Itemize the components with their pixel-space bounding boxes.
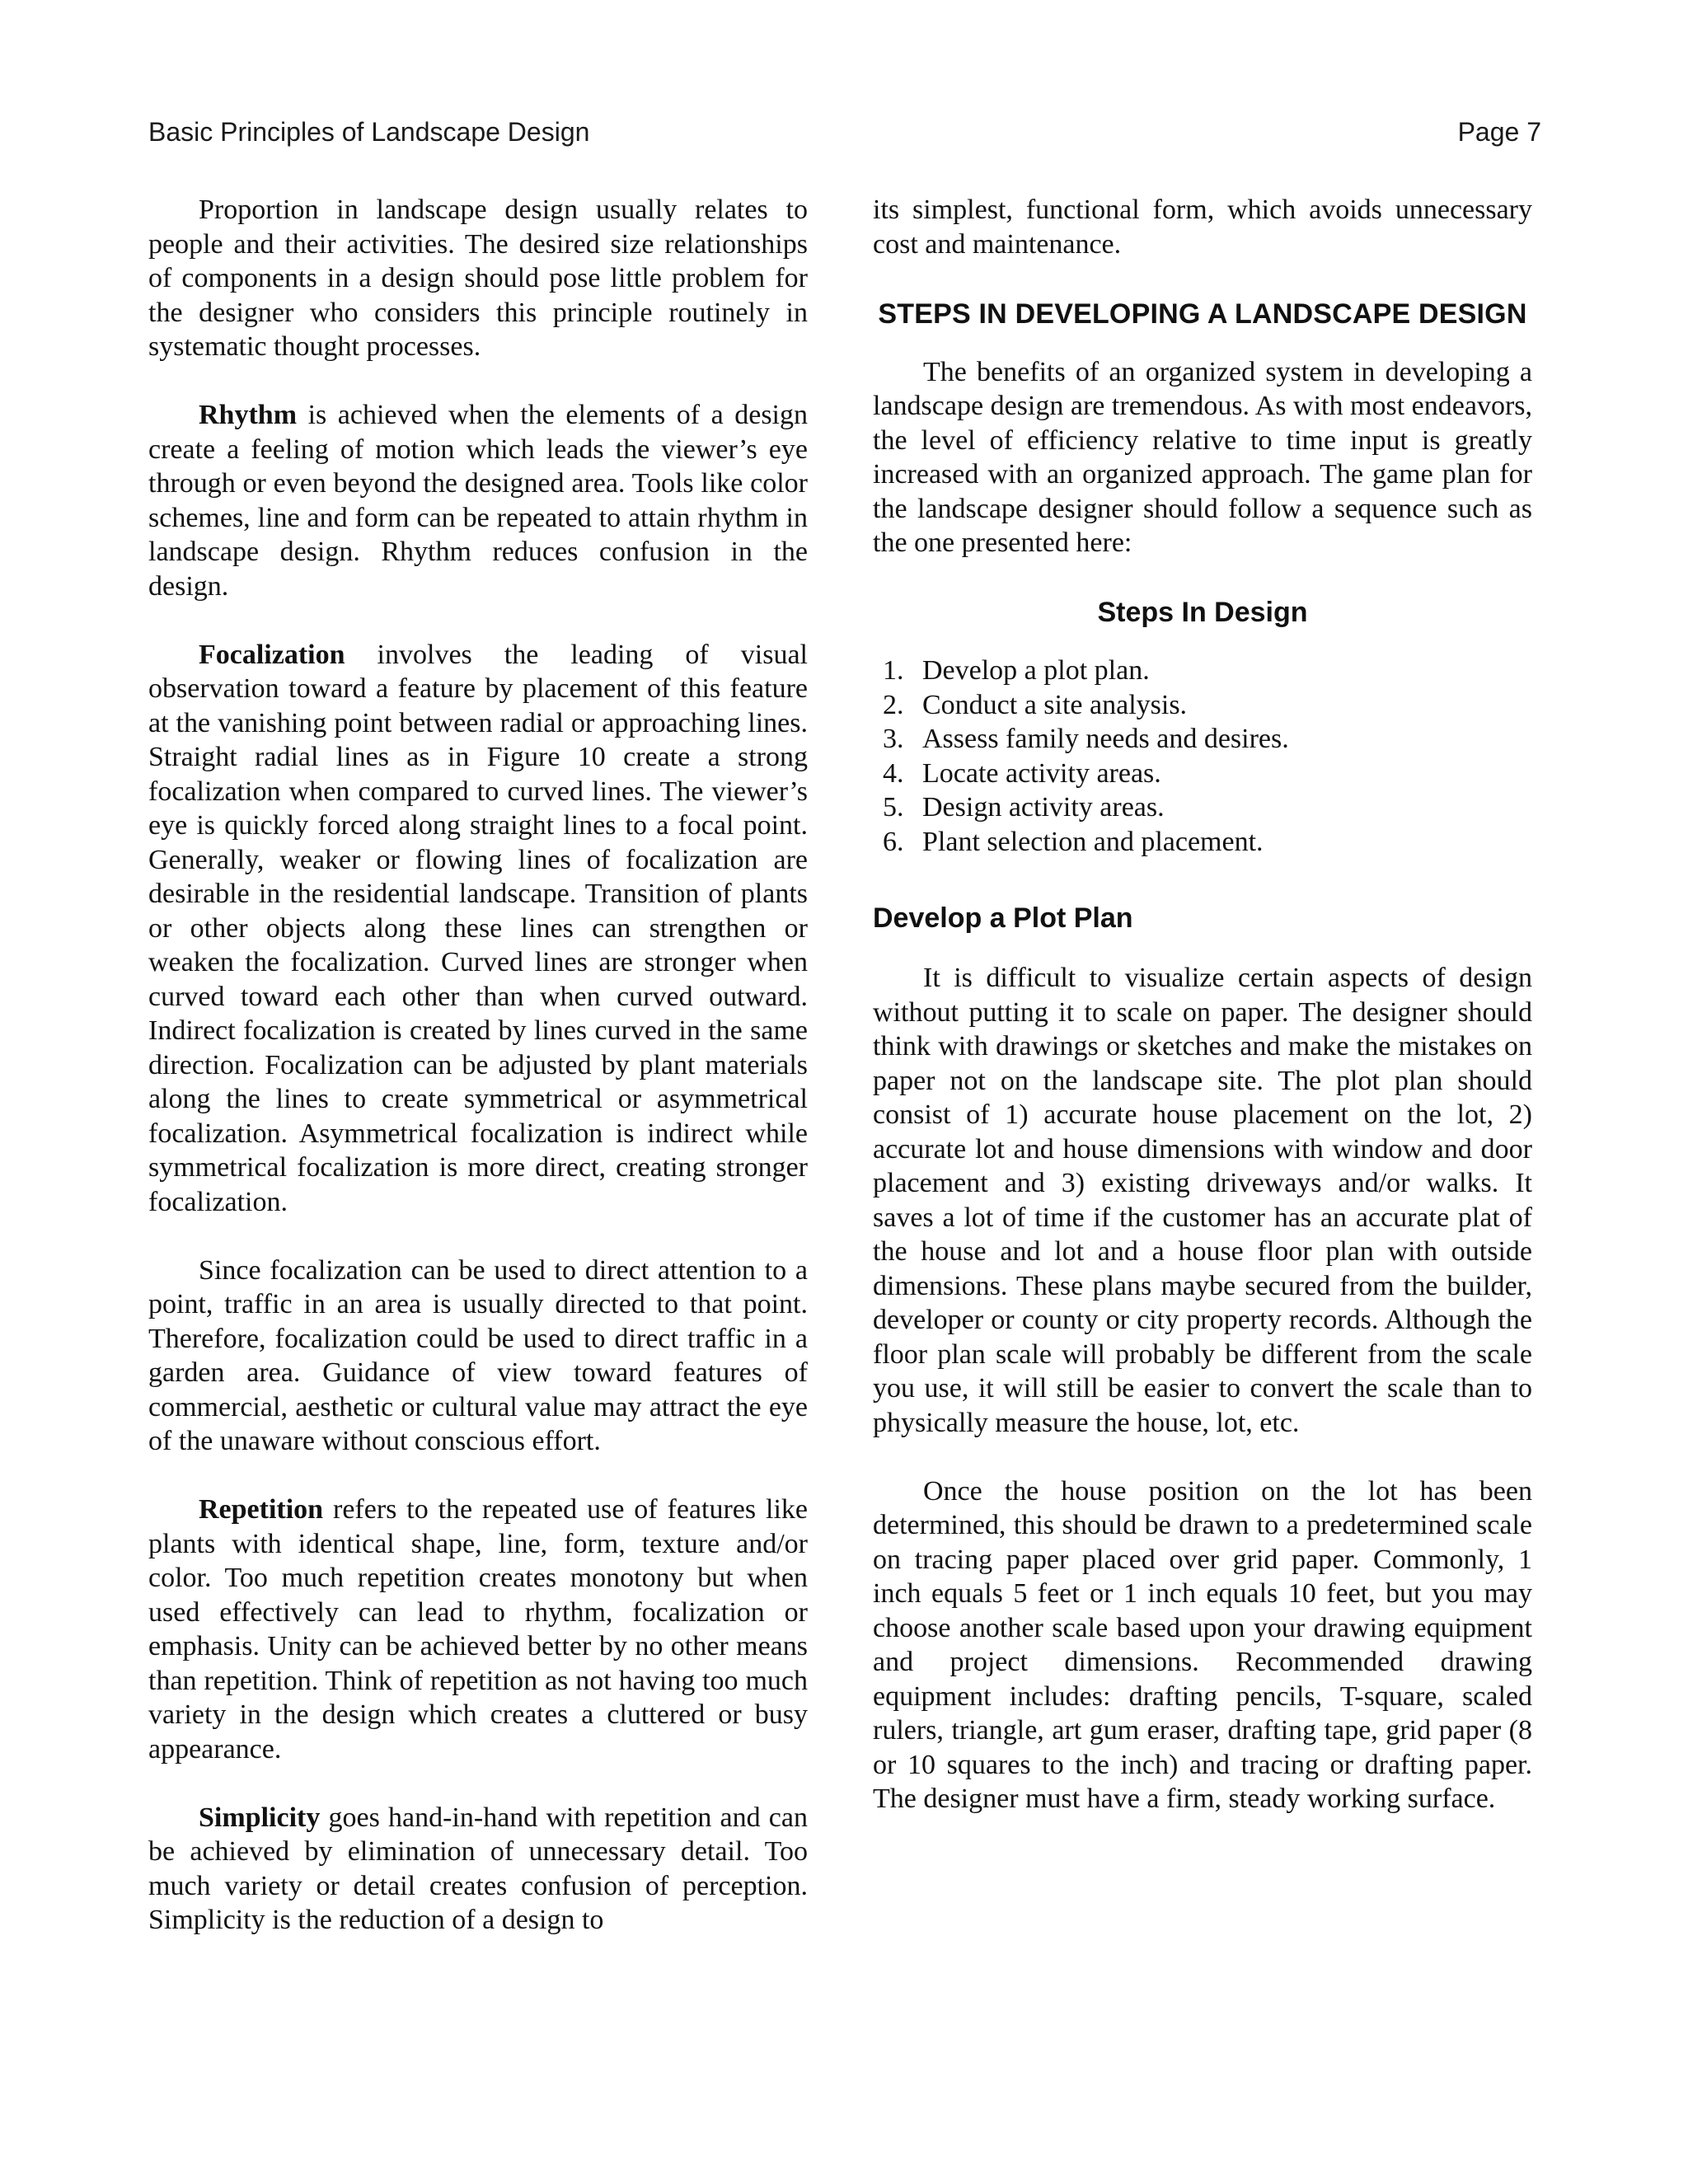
list-item xyxy=(873,654,1532,688)
list-item xyxy=(873,722,1532,757)
paragraph-focalization xyxy=(148,638,808,1220)
list-item-text: Locate activity areas. xyxy=(922,757,1161,789)
running-header xyxy=(148,114,1541,150)
term-repetition: Repetition xyxy=(199,1494,324,1525)
list-item-text: Develop a plot plan. xyxy=(922,655,1150,686)
steps-list-title: Steps In Design xyxy=(1097,597,1308,628)
paragraph-simplicity xyxy=(148,1801,808,1938)
paragraph-drawing-scale: Once the house position on the lot has been determined, this should be drawn to a predetermined scale on tracing paper placed over grid paper. Commonly, 1 inch equals 5 feet or 1 inch equals 10 feet, but you may choose another scale based upon your drawing equipment and project dimensions. Recommended drawing equipment includes: drafting pencils, T-square, scaled rulers, triangle, art gum eraser, drafting tape, grid paper (8 or 10 squares to the inch) and tracing or drafting paper. The designer must have a firm, steady working surface. xyxy=(873,1475,1532,1814)
term-rhythm: Rhythm xyxy=(199,400,298,430)
list-item-text: Design activity areas. xyxy=(922,792,1165,823)
paragraph-proportion: Proportion in landscape design usually relates to people and their activities. The desired size relationships of components in a design should pose little problem for the designer who considers this principle routinely in systematic thought processes. xyxy=(148,194,808,362)
section-heading-steps: STEPS IN DEVELOPING A LANDSCAPE DESIGN xyxy=(878,298,1527,330)
page-number: Page 7 xyxy=(1457,117,1541,147)
list-item xyxy=(873,790,1532,825)
list-item-text: Conduct a site analysis. xyxy=(922,689,1188,720)
list-item-number: 2. xyxy=(883,689,904,720)
focalization-text: involves the leading of visual observation toward a feature by placement of this feature at the vanishing point between radial or approaching lines. Straight radial lines as in Figure 10 create a strong focalization when compared to curved lines. The viewer’s eye is quickly forced along straight lines to a focal point. Generally, weaker or flowing lines of focalization are desirable in the residential landscape. Transition of plants or other objects along these lines can strengthen or weaken the focalization. Curved lines are stronger when curved toward each other than when curved outward. Indirect focalization is created by lines curved in the same direction. Focalization can be adjusted by plant materials along the lines to create symmetrical or asymmetrical focalization. Asymmetrical focalization is indirect while symmetrical focalization is more direct, creating stronger focalization. xyxy=(148,639,808,1217)
list-item-number: 5. xyxy=(883,792,904,823)
list-item-number: 4. xyxy=(883,757,904,789)
paragraph-plot-plan: It is difficult to visualize certain aspects of design without putting it to scale on paper. The designer should think with drawings or sketches and make the mistakes on paper not on the landscape site. The plot plan should consist of 1) accurate house placement on the lot, 2) accurate lot and house dimensions with window and door placement and 3) existing driveways and/or walks. It saves a lot of time if the customer has an accurate plat of the house and lot and a house floor plan with outside dimensions. These plans maybe secured from the builder, developer or county or city property records. Although the floor plan scale will probably be different from the scale you use, it will still be easier to convert the scale than to physically measure the house, lot, etc. xyxy=(873,963,1532,1438)
steps-list xyxy=(873,654,1532,859)
left-column xyxy=(148,193,808,1938)
list-item-number: 1. xyxy=(883,655,904,686)
repetition-text: refers to the repeated use of features like plants with identical shape, line, form, texture and/or color. Too much repetition creates monotony but when used effectively can lead to rhythm, focalization or emphasis. Unity can be achieved better by no other means than repetition. Think of repetition as not having too much variety in the design which creates a cluttered or busy appearance. xyxy=(148,1494,808,1765)
rhythm-text: is achieved when the elements of a design create a feeling of motion which leads the viewer’s eye through or even beyond the designed area. Tools like color schemes, line and form can be repeated to attain rhythm in landscape design. Rhythm reduces confusion in the design. xyxy=(148,400,808,602)
list-item-number: 3. xyxy=(883,724,904,754)
term-simplicity: Simplicity xyxy=(199,1802,321,1833)
subheading-plot-plan: Develop a Plot Plan xyxy=(873,902,1133,934)
list-item xyxy=(873,688,1532,723)
list-item xyxy=(873,757,1532,791)
paragraph-rhythm xyxy=(148,398,808,603)
paragraph-simplicity-continued: its simplest, functional form, which avoids unnecessary cost and maintenance. xyxy=(873,194,1532,260)
simplicity-text: goes hand-in-hand with repetition and can be achieved by elimination of unnecessary detail. Too much variety or detail creates confusion of perception. Simplicity is the reduction of a design to xyxy=(148,1802,808,1935)
document-title: Basic Principles of Landscape Design xyxy=(148,117,590,147)
list-item-text: Assess family needs and desires. xyxy=(922,724,1289,754)
list-item xyxy=(873,825,1532,860)
list-item-number: 6. xyxy=(883,826,904,857)
paragraph-repetition xyxy=(148,1493,808,1766)
term-focalization: Focalization xyxy=(199,639,345,670)
paragraph-steps-intro: The benefits of an organized system in developing a landscape design are tremendous. As with most endeavors, the level of efficiency relative to time input is greatly increased with an organized approach. The game plan for the landscape designer should follow a sequence such as the one presented here: xyxy=(873,356,1532,558)
paragraph-focalization-traffic: Since focalization can be used to direct attention to a point, traffic in an area is usually directed to that point. Therefore, focalization could be used to direct traffic in a garden area. Guidance of view toward features of commercial, aesthetic or cultural value may attract the eye of the unaware without conscious effort. xyxy=(148,1254,808,1456)
right-column xyxy=(873,193,1532,1816)
list-item-text: Plant selection and placement. xyxy=(922,826,1264,857)
